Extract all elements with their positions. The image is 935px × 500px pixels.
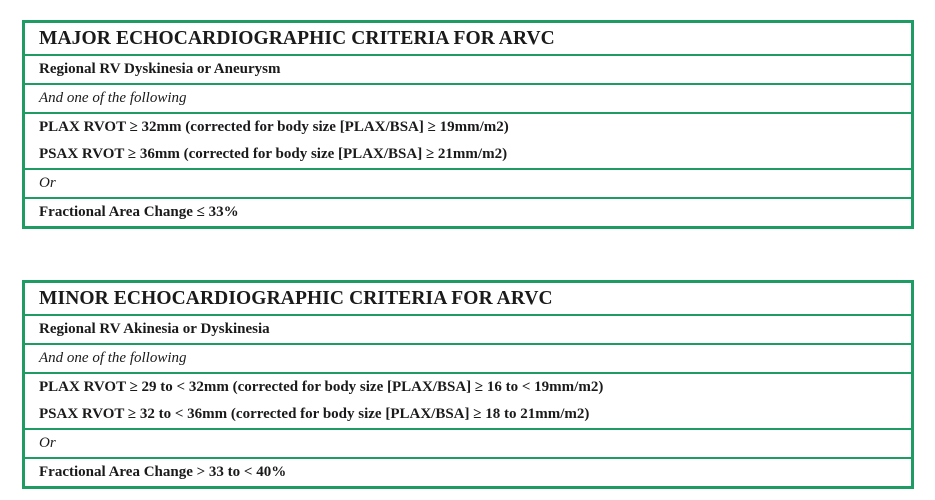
major-criteria-title: MAJOR ECHOCARDIOGRAPHIC CRITERIA FOR ARVC — [25, 23, 911, 56]
minor-criteria-row: Fractional Area Change > 33 to < 40% — [39, 464, 287, 480]
major-criteria-row: PLAX RVOT ≥ 32mm (corrected for body size [PLAX/BSA] ≥ 19mm/m2) — [39, 119, 509, 135]
minor-criteria-table — [22, 280, 914, 489]
minor-criteria-row: PLAX RVOT ≥ 29 to < 32mm (corrected for body size [PLAX/BSA] ≥ 16 to < 19mm/m2) — [39, 379, 604, 395]
major-criteria-row: Regional RV Dyskinesia or Aneurysm — [25, 56, 911, 85]
major-criteria-row: PSAX RVOT ≥ 36mm (corrected for body size [PLAX/BSA] ≥ 21mm/m2) — [25, 141, 911, 170]
major-criteria-connector: And one of the following — [25, 85, 911, 114]
major-criteria-connector: Or — [25, 170, 911, 199]
minor-criteria-row: Regional RV Akinesia or Dyskinesia — [25, 316, 911, 345]
major-criteria-table — [22, 20, 914, 229]
minor-criteria-connector: And one of the following — [25, 345, 911, 374]
minor-criteria-row: PSAX RVOT ≥ 32 to < 36mm (corrected for body size [PLAX/BSA] ≥ 18 to 21mm/m2) — [25, 401, 911, 430]
minor-criteria-connector: Or — [25, 430, 911, 459]
minor-criteria-title: MINOR ECHOCARDIOGRAPHIC CRITERIA FOR ARVC — [25, 283, 911, 316]
major-criteria-row: Fractional Area Change ≤ 33% — [39, 204, 239, 220]
